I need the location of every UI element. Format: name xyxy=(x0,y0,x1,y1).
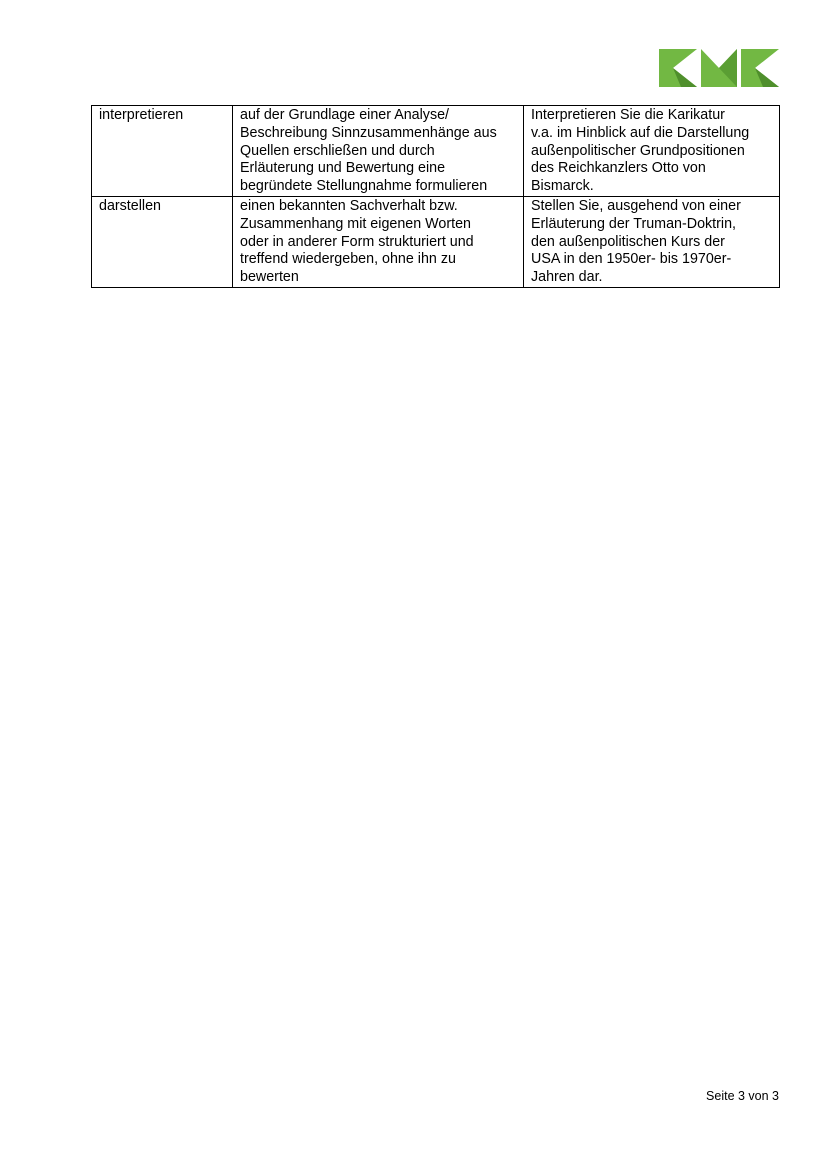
operator-example-line: außenpolitischer Grundpositionen xyxy=(531,142,745,159)
operator-definition-line: treffend wiedergeben, ohne ihn zu xyxy=(240,251,456,268)
operator-definition xyxy=(233,196,524,287)
operator-definition-line: Quellen erschließen und durch xyxy=(240,142,435,159)
operator-definition-line: oder in anderer Form strukturiert und xyxy=(240,233,474,250)
page-number: Seite 3 von 3 xyxy=(706,1089,779,1103)
operator-definition-line: Erläuterung und Bewertung eine xyxy=(240,160,446,177)
logo-k1 xyxy=(659,49,697,87)
operator-example xyxy=(524,196,780,287)
operator-term xyxy=(92,196,233,287)
operator-example-line: Interpretieren Sie die Karikatur xyxy=(531,107,725,123)
operator-definition-line: einen bekannten Sachverhalt bzw. xyxy=(240,197,458,214)
operator-term-line: interpretieren xyxy=(99,107,184,123)
operator-example xyxy=(524,106,780,197)
operator-example-line: Jahren dar. xyxy=(531,269,603,286)
operator-definition-line: begründete Stellungnahme formulieren xyxy=(240,178,488,195)
operator-term xyxy=(92,106,233,197)
operator-definition-line: Beschreibung Sinnzusammenhänge aus xyxy=(240,124,497,141)
operators-table xyxy=(91,105,780,288)
operator-example-line: Stellen Sie, ausgehend von einer xyxy=(531,197,741,214)
operator-example-line: Erläuterung der Truman-Doktrin, xyxy=(531,215,737,232)
logo-m xyxy=(701,49,737,87)
table-row xyxy=(92,196,780,287)
operator-definition xyxy=(233,106,524,197)
logo-k2 xyxy=(741,49,779,87)
table-row xyxy=(92,106,780,197)
kmk-logo xyxy=(659,49,779,87)
operator-example-line: den außenpolitischen Kurs der xyxy=(531,233,725,250)
operator-example-line: USA in den 1950er- bis 1970er- xyxy=(531,251,732,268)
operator-example-line: des Reichkanzlers Otto von xyxy=(531,160,706,177)
operator-definition-line: bewerten xyxy=(240,269,299,286)
operator-example-line: v.a. im Hinblick auf die Darstellung xyxy=(531,124,750,141)
operator-example-line: Bismarck. xyxy=(531,178,594,195)
operator-term-line: darstellen xyxy=(99,197,161,214)
operator-definition-line: auf der Grundlage einer Analyse/ xyxy=(240,107,450,123)
operator-definition-line: Zusammenhang mit eigenen Worten xyxy=(240,215,471,232)
